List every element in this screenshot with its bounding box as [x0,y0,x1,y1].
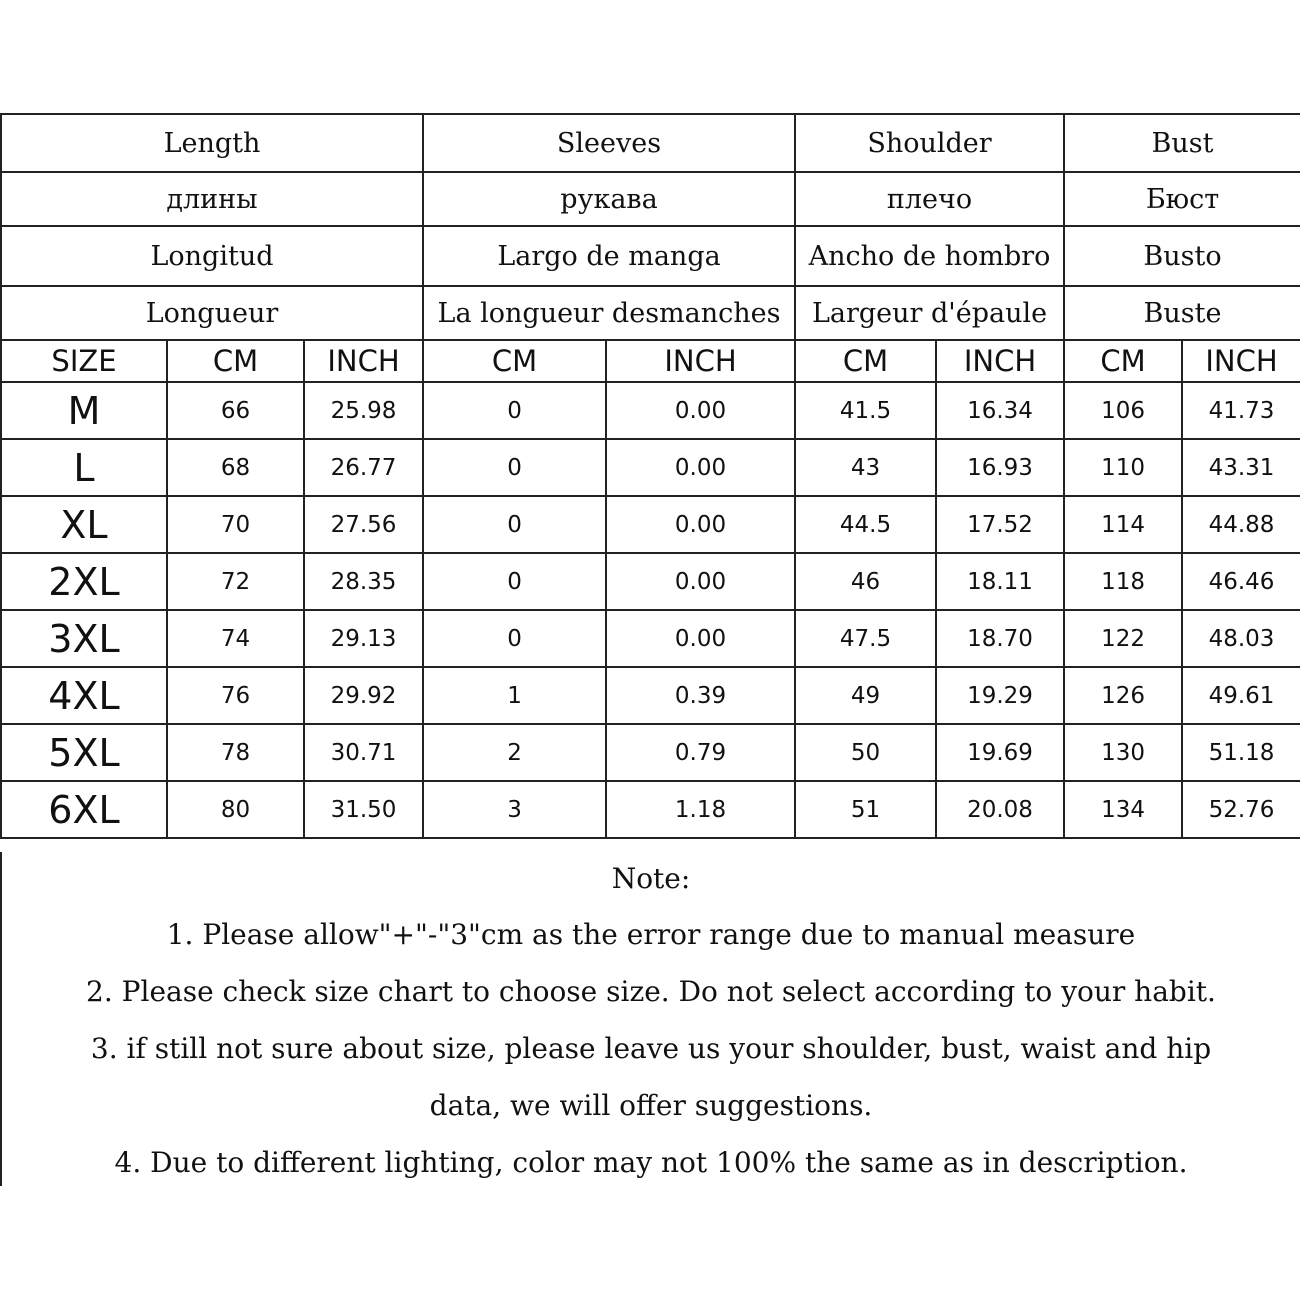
header-bust-fr: Buste [1064,286,1300,340]
shoulder-cm-value: 44.5 [795,496,936,553]
bust-cm-value: 126 [1064,667,1182,724]
header-sleeves: Sleeves [423,114,795,172]
note-line: data, we will offer suggestions. [429,1089,873,1122]
bust-inch-value: 52.76 [1182,781,1300,838]
shoulder-inch-value: 16.93 [936,439,1064,496]
bust-cm-value: 110 [1064,439,1182,496]
length-inch-value: 30.71 [304,724,423,781]
length-cm-value: 72 [167,553,304,610]
header-row-english [1,114,1300,172]
shoulder-inch-value: 19.69 [936,724,1064,781]
bust-cm-value: 114 [1064,496,1182,553]
sleeves-cm-value: 0 [423,439,606,496]
size-label: 5XL [1,724,167,781]
header-shoulder-es: Ancho de hombro [795,226,1064,286]
shoulder-inch-value: 16.34 [936,382,1064,439]
bust-inch-value: 43.31 [1182,439,1300,496]
shoulder-inch-value: 20.08 [936,781,1064,838]
sleeves-inch-value: 0.79 [606,724,795,781]
sleeves-cm-value: 0 [423,553,606,610]
sleeves-cm-value: 0 [423,610,606,667]
header-row-french [1,286,1300,340]
bust-cm-value: 122 [1064,610,1182,667]
sleeves-inch-value: 0.39 [606,667,795,724]
length-cm-value: 66 [167,382,304,439]
bust-inch-value: 41.73 [1182,382,1300,439]
table-row [1,781,1300,838]
header-length: Length [1,114,423,172]
shoulder-cm-value: 41.5 [795,382,936,439]
sleeves-cm-value: 2 [423,724,606,781]
bust-cm-value: 130 [1064,724,1182,781]
bust-cm-value: 106 [1064,382,1182,439]
size-label: 6XL [1,781,167,838]
note-line: 1. Please allow"+"-"3"cm as the error range due to manual measure [166,918,1136,951]
table-row [1,553,1300,610]
size-label: 3XL [1,610,167,667]
bust-inch-value: 51.18 [1182,724,1300,781]
bust-inch-value: 49.61 [1182,667,1300,724]
header-row-spanish [1,226,1300,286]
bust-cm-value: 134 [1064,781,1182,838]
bust-cm-header: CM [1064,340,1182,382]
size-label: 2XL [1,553,167,610]
length-inch-value: 26.77 [304,439,423,496]
length-inch-value: 29.92 [304,667,423,724]
note-line: 3. if still not sure about size, please leave us your shoulder, bust, waist and hip [90,1032,1212,1065]
shoulder-inch-header: INCH [936,340,1064,382]
sleeves-cm-value: 3 [423,781,606,838]
shoulder-cm-value: 43 [795,439,936,496]
shoulder-cm-value: 49 [795,667,936,724]
length-cm-value: 70 [167,496,304,553]
sleeves-inch-value: 1.18 [606,781,795,838]
shoulder-inch-value: 18.11 [936,553,1064,610]
sleeves-inch-header: INCH [606,340,795,382]
shoulder-inch-value: 18.70 [936,610,1064,667]
sleeves-inch-value: 0.00 [606,496,795,553]
header-length-es: Longitud [1,226,423,286]
size-chart [0,113,1300,839]
sleeves-cm-value: 1 [423,667,606,724]
shoulder-cm-value: 50 [795,724,936,781]
header-shoulder: Shoulder [795,114,1064,172]
length-inch-value: 27.56 [304,496,423,553]
size-label: 4XL [1,667,167,724]
header-bust-ru: Бюст [1064,172,1300,226]
shoulder-inch-value: 17.52 [936,496,1064,553]
sleeves-cm-value: 0 [423,382,606,439]
header-shoulder-ru: плечо [795,172,1064,226]
note-line: 2. Please check size chart to choose size. Do not select according to your habit. [86,975,1216,1008]
length-cm-value: 80 [167,781,304,838]
header-bust-es: Busto [1064,226,1300,286]
bust-cm-value: 118 [1064,553,1182,610]
shoulder-inch-value: 19.29 [936,667,1064,724]
table-row [1,724,1300,781]
header-bust: Bust [1064,114,1300,172]
header-sleeves-es: Largo de manga [423,226,795,286]
length-inch-value: 25.98 [304,382,423,439]
length-inch-value: 31.50 [304,781,423,838]
length-cm-value: 68 [167,439,304,496]
bust-inch-header: INCH [1182,340,1300,382]
length-inch-header: INCH [304,340,423,382]
sleeves-cm-header: CM [423,340,606,382]
note-line: 4. Due to different lighting, color may not 100% the same as in description. [114,1146,1188,1179]
sleeves-cm-value: 0 [423,496,606,553]
size-label: XL [1,496,167,553]
sleeves-inch-value: 0.00 [606,610,795,667]
unit-row [1,340,1300,382]
header-sleeves-ru: рукава [423,172,795,226]
header-length-fr: Longueur [1,286,423,340]
sleeves-inch-value: 0.00 [606,439,795,496]
table-row [1,667,1300,724]
header-shoulder-fr: Largeur d'épaule [795,286,1064,340]
size-label: L [1,439,167,496]
length-inch-value: 28.35 [304,553,423,610]
table-row [1,439,1300,496]
size-table [0,113,1300,839]
length-cm-header: CM [167,340,304,382]
bust-inch-value: 48.03 [1182,610,1300,667]
length-cm-value: 74 [167,610,304,667]
shoulder-cm-header: CM [795,340,936,382]
length-inch-value: 29.13 [304,610,423,667]
sleeves-inch-value: 0.00 [606,553,795,610]
size-label: M [1,382,167,439]
header-row-russian [1,172,1300,226]
table-row [1,610,1300,667]
shoulder-cm-value: 47.5 [795,610,936,667]
notes-title: Note: [611,862,691,895]
bust-inch-value: 44.88 [1182,496,1300,553]
length-cm-value: 76 [167,667,304,724]
shoulder-cm-value: 51 [795,781,936,838]
sleeves-inch-value: 0.00 [606,382,795,439]
header-sleeves-fr: La longueur desmanches [423,286,795,340]
shoulder-cm-value: 46 [795,553,936,610]
bust-inch-value: 46.46 [1182,553,1300,610]
length-cm-value: 78 [167,724,304,781]
notes-section [0,852,1300,1186]
size-column-header: SIZE [1,340,167,382]
table-row [1,496,1300,553]
header-length-ru: длины [1,172,423,226]
table-row [1,382,1300,439]
size-rows [1,382,1300,838]
